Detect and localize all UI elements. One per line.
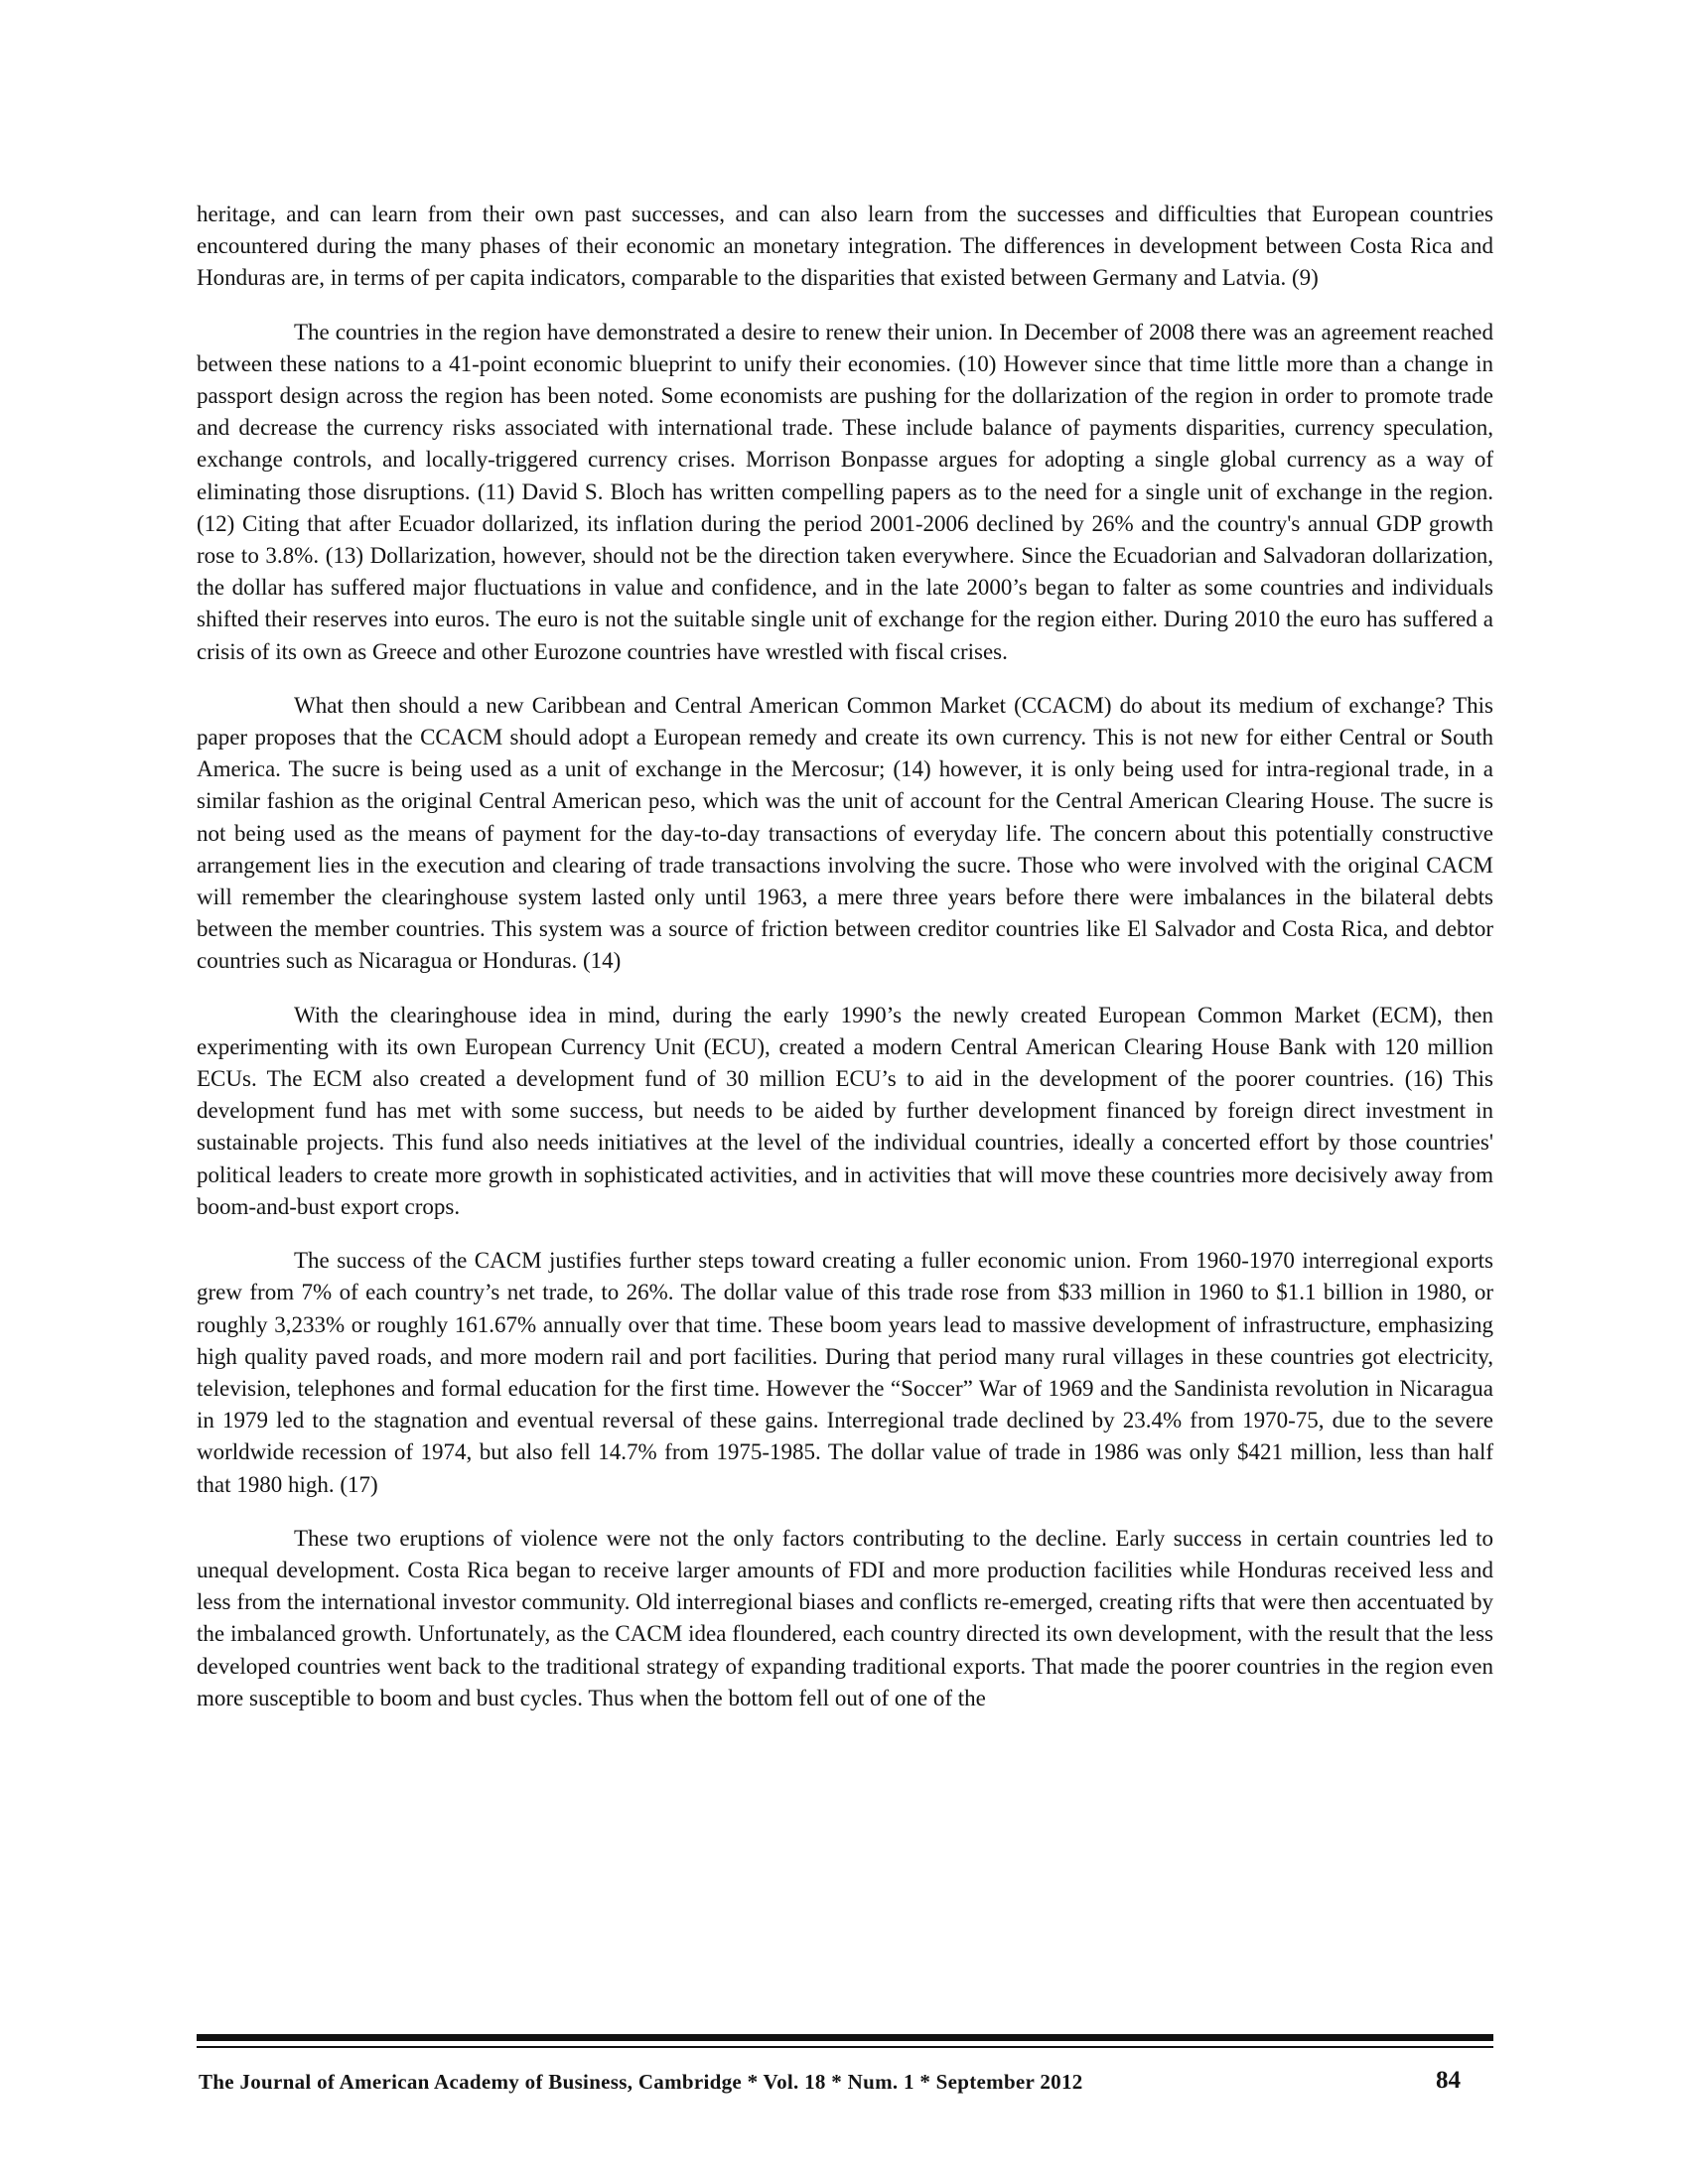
paragraph: The success of the CACM justifies further steps toward creating a fuller economic union. From 1960-1970 interregional exports grew from 7% of each country’s net trade, to 26%. The dollar value of this trade rose from $33 million in 1960 to $1.1 billion in 1980, or roughly 3,233% or roughly 161.67% annually over that time. These boom years lead to massive development of infrastructure, emphasizing high quality paved roads, and more modern rail and port facilities. During that period many rural villages in these countries got electricity, television, telephones and formal education for the first time. However the “Soccer” War of 1969 and the Sandinista revolution in Nicaragua in 1979 led to the stagnation and eventual reversal of these gains. Interregional trade declined by 23.4% from 1970-75, due to the severe worldwide recession of 1974, but also fell 14.7% from 1975-1985. The dollar value of trade in 1986 was only $421 million, less than half that 1980 high. (17) [197,1248,1493,1497]
paragraph: With the clearinghouse idea in mind, during the early 1990’s the newly created European Common Market (ECM), then experimenting with its own European Currency Unit (ECU), created a modern Central American Clearing House Bank with 120 million ECUs. The ECM also created a development fund of 30 million ECU’s to aid in the development of the poorer countries. (16) This development fund has met with some success, but needs to be aided by further development financed by foreign direct investment in sustainable projects. This fund also needs initiatives at the level of the individual countries, ideally a concerted effort by those countries' political leaders to create more growth in sophisticated activities, and in activities that will move these countries more decisively away from boom-and-bust export crops. [197,1002,1493,1219]
page-number: 84 [1436,2067,1461,2094]
paragraph-continuation: heritage, and can learn from their own past successes, and can also learn from the successes and difficulties that European countries encountered during the many phases of their economic an monetary integration. The differences in development between Costa Rica and Honduras are, in terms of per capita indicators, comparable to the disparities that existed between Germany and Latvia. (9) [197,202,1493,291]
footer-rule-thick [197,2034,1493,2041]
footer-rule-thin [197,2046,1493,2048]
footer-journal-citation: The Journal of American Academy of Business, Cambridge * Vol. 18 * Num. 1 * September 2012 [199,2070,1083,2094]
paragraph: The countries in the region have demonstrated a desire to renew their union. In December of 2008 there was an agreement reached between these nations to a 41-point economic blueprint to unify their economies. (10) However since that time little more than a change in passport design across the region has been noted. Some economists are pushing for the dollarization of the region in order to promote trade and decrease the currency risks associated with international trade. These include balance of payments disparities, currency speculation, exchange controls, and locally-triggered currency crises. Morrison Bonpasse argues for adopting a single global currency as a way of eliminating those disruptions. (11) David S. Bloch has written compelling papers as to the need for a single unit of exchange in the region. (12) Citing that after Ecuador dollarized, its inflation during the period 2001-2006 declined by 26% and the country's annual GDP growth rose to 3.8%. (13) Dollarization, however, should not be the direction taken everywhere. Since the Ecuadorian and Salvadoran dollarization, the dollar has suffered major fluctuations in value and confidence, and in the late 2000’s began to falter as some countries and individuals shifted their reserves into euros. The euro is not the suitable single unit of exchange for the region either. During 2010 the euro has suffered a crisis of its own as Greece and other Eurozone countries have wrestled with fiscal crises. [197,319,1493,664]
body-text [197,199,1493,1736]
paragraph: What then should a new Caribbean and Central American Common Market (CCACM) do about its medium of exchange? This paper proposes that the CCACM should adopt a European remedy and create its own currency. This is not new for either Central or South America. The sucre is being used as a unit of exchange in the Mercosur; (14) however, it is only being used for intra-regional trade, in a similar fashion as the original Central American peso, which was the unit of account for the Central American Clearing House. The sucre is not being used as the means of payment for the day-to-day transactions of everyday life. The concern about this potentially constructive arrangement lies in the execution and clearing of trade transactions involving the sucre. Those who were involved with the original CACM will remember the clearinghouse system lasted only until 1963, a mere three years before there were imbalances in the bilateral debts between the member countries. This system was a source of friction between creditor countries like El Salvador and Costa Rica, and debtor countries such as Nicaragua or Honduras. (14) [197,692,1493,974]
paragraph: These two eruptions of violence were not the only factors contributing to the decline. Early success in certain countries led to unequal development. Costa Rica began to receive larger amounts of FDI and more production facilities while Honduras received less and less from the international investor community. Old interregional biases and conflicts re-emerged, creating rifts that were then accentuated by the imbalanced growth. Unfortunately, as the CACM idea floundered, each country directed its own development, with the result that the less developed countries went back to the traditional strategy of expanding traditional exports. That made the poorer countries in the region even more susceptible to boom and bust cycles. Thus when the bottom fell out of one of the [197,1525,1493,1710]
